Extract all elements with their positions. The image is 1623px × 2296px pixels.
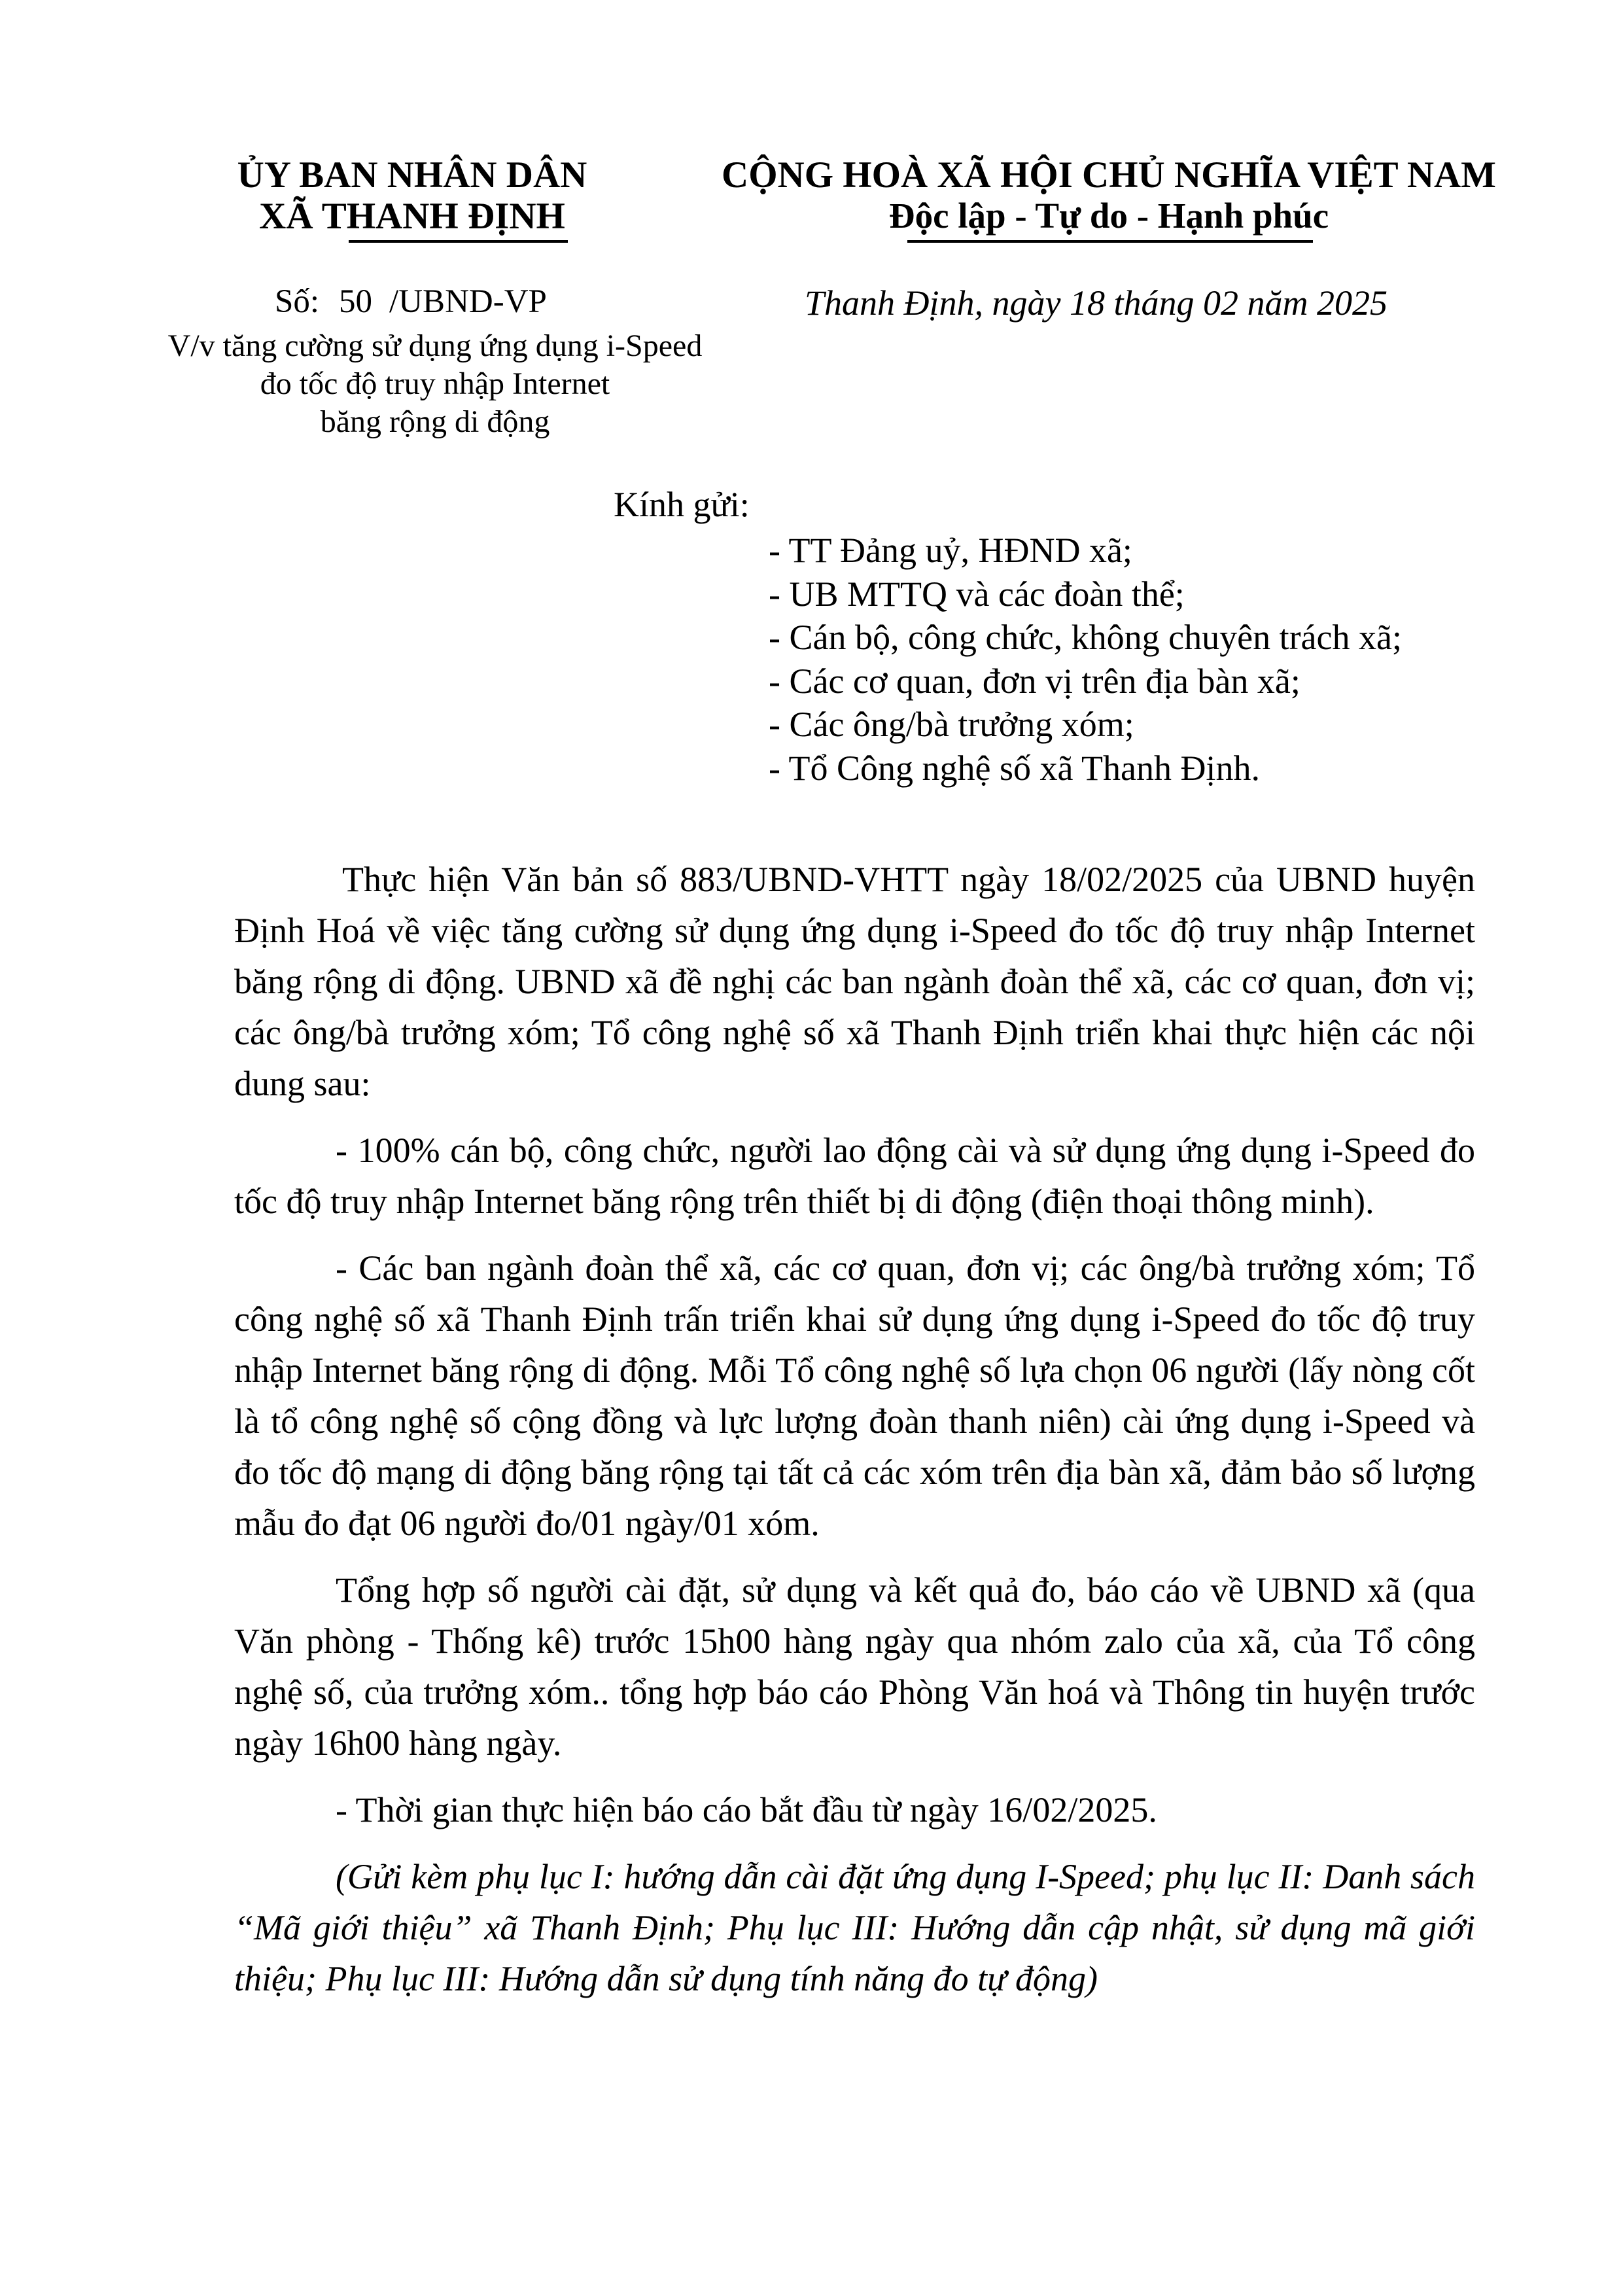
org-name-line2: XÃ THANH ĐỊNH xyxy=(259,196,565,237)
body-paragraph: - Thời gian thực hiện báo cáo bắt đầu từ ngày 16/02/2025. xyxy=(336,1790,1157,1829)
body-paragraph: Tổng hợp số người cài đặt, sử dụng và kết quả đo, báo cáo về UBND xã (qua Văn phòng - Thống kê) trước 15h00 hàng ngày qua nhóm zalo của xã, của Tổ công nghệ số, của trưởng xóm.. tổng hợp báo cáo Phòng Văn hoá và Thông tin huyện trước ngày 16h00 hàng ngày. xyxy=(234,1570,1475,1763)
nation-motto: Độc lập - Tự do - Hạnh phúc xyxy=(888,196,1329,236)
subject-line: đo tốc độ truy nhập Internet xyxy=(260,366,610,401)
document-subject xyxy=(150,327,720,441)
recipient-item: - UB MTTQ và các đoàn thể; xyxy=(769,574,1185,614)
recipient-item: - TT Đảng uỷ, HĐND xã; xyxy=(769,531,1132,570)
nation-title: CỘNG HOÀ XÃ HỘI CHỦ NGHĨA VIỆT NAM xyxy=(722,154,1496,196)
subject-line: V/v tăng cường sử dụng ứng dụng i-Speed xyxy=(167,328,703,363)
recipient-item: - Tổ Công nghệ số xã Thanh Định. xyxy=(769,748,1260,788)
org-name-line1: ỦY BAN NHÂN DÂN xyxy=(237,154,587,196)
document-number-suffix: /UBND-VP xyxy=(389,283,547,320)
recipients-label: Kính gửi: xyxy=(614,485,750,524)
document-body xyxy=(234,854,1475,2020)
attachment-note: (Gửi kèm phụ lục I: hướng dẫn cài đặt ứng dụng I-Speed; phụ lục II: Danh sách “Mã giới thiệu” xã Thanh Định; Phụ lục III: Hướng dẫn cập nhật, sử dụng mã giới thiệu; Phụ lục III: Hướng dẫn sử dụng tính năng đo tự động) xyxy=(234,1857,1475,1998)
body-paragraph: - Các ban ngành đoàn thể xã, các cơ quan, đơn vị; các ông/bà trưởng xóm; Tổ công nghệ số xã Thanh Định trấn triển khai sử dụng ứng dụng i-Speed đo tốc độ truy nhập Internet băng rộng di động. Mỗi Tổ công nghệ số lựa chọn 06 người (lấy nòng cốt là tổ công nghệ số cộng đồng và lực lượng đoàn thanh niên) cài ứng dụng i-Speed và đo tốc độ mạng di động băng rộng tại tất cả các xóm trên địa bàn xã, đảm bảo số lượng mẫu đo đạt 06 người đo/01 ngày/01 xóm. xyxy=(234,1248,1475,1543)
body-paragraph: - 100% cán bộ, công chức, người lao động cài và sử dụng ứng dụng i-Speed đo tốc độ truy nhập Internet băng rộng trên thiết bị di động (điện thoại thông minh). xyxy=(234,1131,1475,1221)
recipient-item: - Cán bộ, công chức, không chuyên trách xã; xyxy=(769,618,1402,657)
document-number-prefix: Số: xyxy=(275,283,320,320)
org-underline xyxy=(349,240,568,243)
document-number xyxy=(275,283,547,321)
motto-underline xyxy=(907,240,1313,243)
subject-line: băng rộng di động xyxy=(320,404,550,439)
date-line: Thanh Định, ngày 18 tháng 02 năm 2025 xyxy=(805,283,1387,323)
recipients-list xyxy=(769,529,1402,790)
document-number-value: 50 xyxy=(339,283,373,320)
body-paragraph: Thực hiện Văn bản số 883/UBND-VHTT ngày 18/02/2025 của UBND huyện Định Hoá về việc tăng cường sử dụng ứng dụng i-Speed đo tốc độ truy nhập Internet băng rộng di động. UBND xã đề nghị các ban ngành đoàn thể xã, các cơ quan, đơn vị; các ông/bà trưởng xóm; Tổ công nghệ số xã Thanh Định triển khai thực hiện các nội dung sau: xyxy=(234,860,1475,1103)
recipient-item: - Các cơ quan, đơn vị trên địa bàn xã; xyxy=(769,661,1300,701)
recipient-item: - Các ông/bà trưởng xóm; xyxy=(769,705,1134,744)
